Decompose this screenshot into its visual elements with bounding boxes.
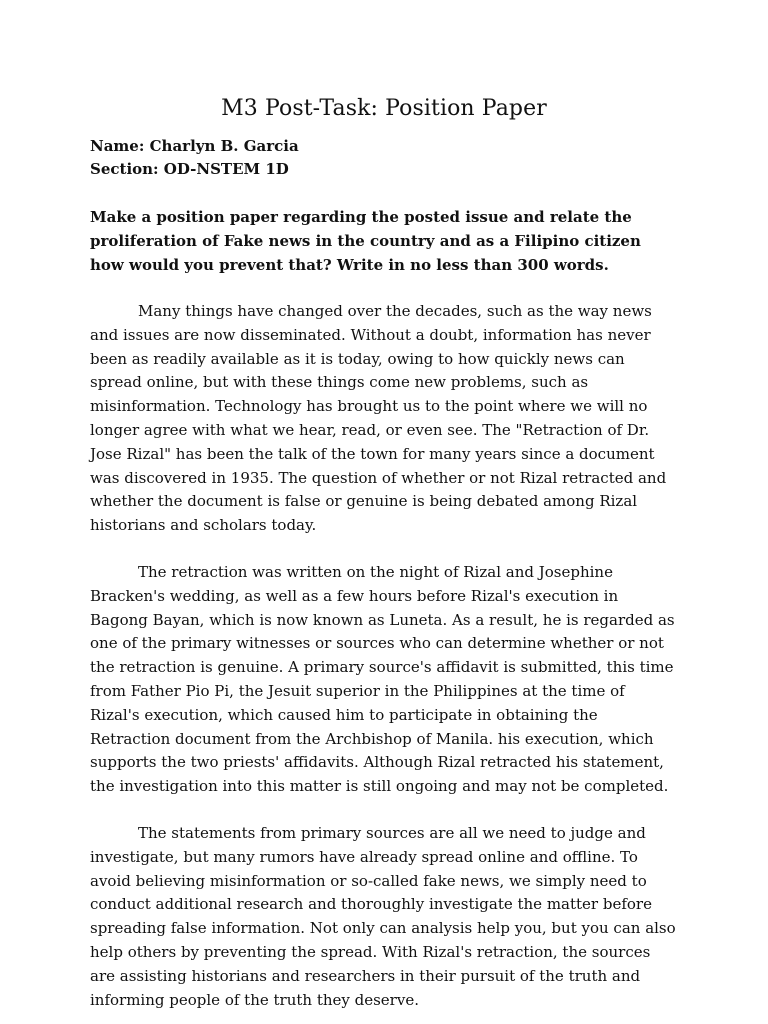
body-paragraph: The statements from primary sources are all we need to judge and investigate, but many rumors have already spread online and offline. To avoid believing misinformation or so-called fake news, we simply need to conduct additional research and thoroughly investigate the matter before spreading false information. Not only can analysis help you, but you can also help others by preventing the spread. With Rizal's retraction, the sources are assisting historians and researchers in their pursuit of the truth and informing people of the truth they deserve. — [90, 823, 676, 1009]
document-content — [90, 93, 678, 1012]
document-title: M3 Post-Task: Position Paper — [221, 96, 547, 121]
task-prompt: Make a position paper regarding the posted issue and relate the proliferation of Fake news in the country and as a Filipino citizen how would you prevent that? Write in no less than 300 words. — [90, 208, 641, 274]
body-paragraph: Many things have changed over the decades, such as the way news and issues are now disseminated. Without a doubt, information has never been as readily available as it is today, owing to how quickly news can spread online, but with these things come new problems, such as misinformation. Technology has brought us to the point where we will no longer agree with what we hear, read, or even see. The "Retraction of Dr. Jose Rizal" has been the talk of the town for many years since a document was discovered in 1935. The question of whether or not Rizal retracted and whether the document is false or genuine is being debated among Rizal historians and scholars today. — [90, 302, 667, 535]
student-name: Name: Charlyn B. Garcia — [90, 137, 299, 155]
body-paragraph: The retraction was written on the night of Rizal and Josephine Bracken's wedding, as well as a few hours before Rizal's execution in Bagong Bayan, which is now known as Luneta. As a result, he is regarded as one of the primary witnesses or sources who can determine whether or not the retraction is genuine. A primary source's affidavit is submitted, this time from Father Pio Pi, the Jesuit superior in the Philippines at the time of Rizal's execution, which caused him to participate in obtaining the Retraction document from the Archbishop of Manila. his execution, which supports the two priests' affidavits. Although Rizal retracted his statement, the investigation into this matter is still ongoing and may not be completed. — [90, 562, 675, 796]
student-section: Section: OD-NSTEM 1D — [90, 160, 289, 178]
